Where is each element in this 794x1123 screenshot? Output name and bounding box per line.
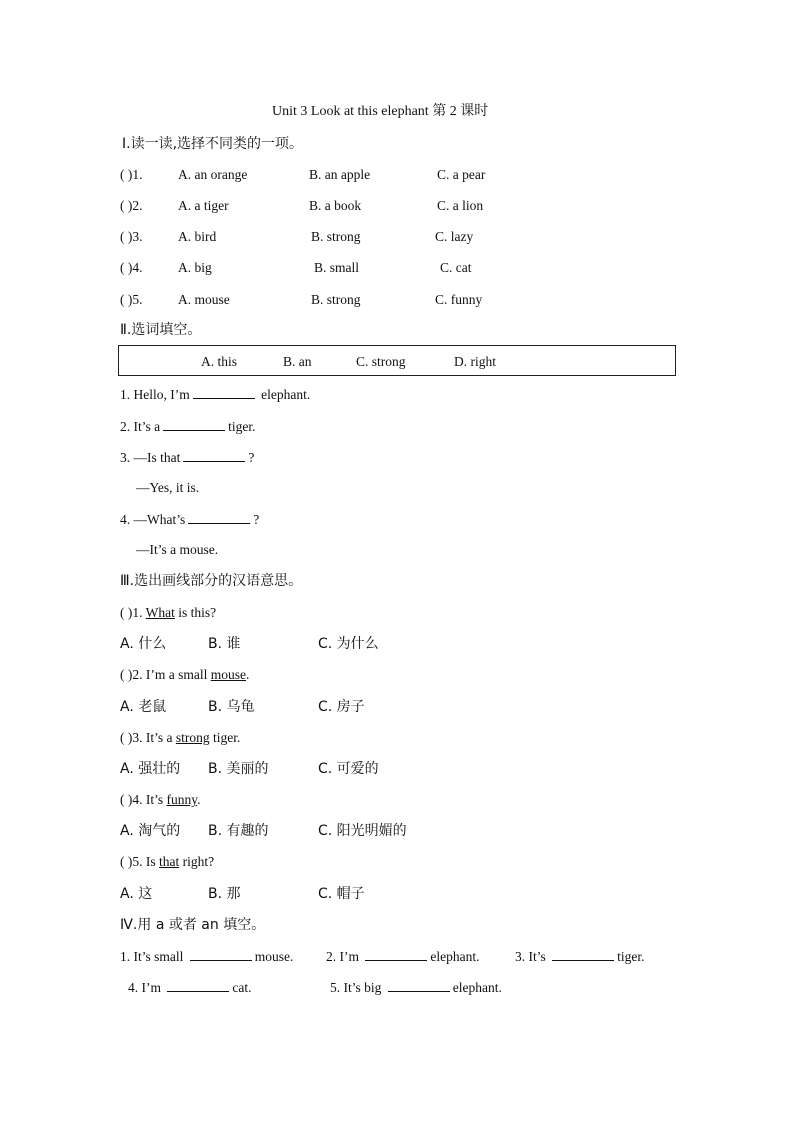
question-text: right? bbox=[179, 854, 215, 869]
part3-question-2 bbox=[120, 665, 249, 685]
choice-b: B. 乌龟 bbox=[208, 699, 255, 715]
option-b: B. a book bbox=[309, 198, 362, 213]
item-number: ( )3. bbox=[120, 229, 143, 244]
word-bank-box bbox=[118, 345, 676, 376]
part2-question-1 bbox=[120, 384, 310, 405]
question-text: ( )1. bbox=[120, 605, 146, 620]
choice-a: A. 老鼠 bbox=[120, 699, 167, 715]
part2-question-2 bbox=[120, 416, 256, 437]
option-c: C. funny bbox=[435, 292, 483, 307]
underlined-word: that bbox=[159, 854, 180, 869]
question-text: tiger. bbox=[228, 419, 256, 434]
question-text: ( )2. I’m a small bbox=[120, 667, 211, 682]
underlined-word: strong bbox=[175, 730, 210, 745]
part3-question-4 bbox=[120, 790, 201, 810]
choice-b: B. 美丽的 bbox=[208, 761, 269, 777]
question-text: 4. —What’s bbox=[120, 512, 186, 527]
question-text: 1. It’s small bbox=[120, 949, 184, 964]
question-text: ( )5. Is bbox=[120, 854, 159, 869]
answer-blank[interactable] bbox=[365, 946, 427, 961]
option-c: C. cat bbox=[440, 260, 472, 275]
part2-answer-3: —Yes, it is. bbox=[136, 480, 200, 495]
item-number: ( )2. bbox=[120, 198, 143, 213]
question-text: 2. It’s a bbox=[120, 419, 161, 434]
answer-blank[interactable] bbox=[167, 977, 229, 992]
question-text: elephant. bbox=[261, 387, 311, 402]
option-a: A. mouse bbox=[178, 292, 230, 307]
question-text: . bbox=[245, 667, 250, 682]
question-text: ? bbox=[248, 450, 255, 465]
question-text: 3. —Is that bbox=[120, 450, 181, 465]
section-3-heading: Ⅲ.选出画线部分的汉语意思。 bbox=[120, 573, 303, 589]
answer-blank[interactable] bbox=[163, 416, 225, 431]
question-text: . bbox=[197, 792, 201, 807]
option-a: A. big bbox=[178, 260, 212, 275]
option-a: A. bird bbox=[178, 229, 217, 244]
choice-a: A. 强壮的 bbox=[120, 761, 181, 777]
option-c: C. lazy bbox=[435, 229, 474, 244]
option-c: C. a lion bbox=[437, 198, 484, 213]
choice-a: A. 什么 bbox=[120, 636, 167, 652]
choice-c: C. 为什么 bbox=[318, 636, 379, 652]
answer-blank[interactable] bbox=[193, 384, 255, 399]
section-4-heading: Ⅳ.用 a 或者 an 填空。 bbox=[120, 917, 266, 933]
choice-c: C. 房子 bbox=[318, 699, 365, 715]
question-text: ? bbox=[253, 512, 260, 527]
answer-blank[interactable] bbox=[190, 946, 252, 961]
option-b: B. an apple bbox=[309, 167, 371, 182]
section-1-heading: Ⅰ.读一读,选择不同类的一项。 bbox=[122, 136, 304, 152]
choice-b: B. 谁 bbox=[208, 636, 241, 652]
question-text: 2. I’m bbox=[326, 949, 359, 964]
part3-question-5 bbox=[120, 852, 214, 872]
choice-b: B. 有趣的 bbox=[208, 823, 269, 839]
question-text: is this? bbox=[174, 605, 217, 620]
answer-blank[interactable] bbox=[388, 977, 450, 992]
question-text: 4. I’m bbox=[128, 980, 161, 995]
part3-question-1 bbox=[120, 603, 216, 623]
word-bank-option: A. this bbox=[201, 354, 238, 369]
answer-blank[interactable] bbox=[552, 946, 614, 961]
section-2-heading: Ⅱ.选词填空。 bbox=[120, 322, 202, 338]
part3-question-3 bbox=[120, 728, 240, 748]
underlined-word: mouse bbox=[210, 667, 246, 682]
part4-question-3 bbox=[515, 946, 645, 967]
page-title: Unit 3 Look at this elephant 第 2 课时 bbox=[272, 104, 489, 119]
word-bank-option: D. right bbox=[454, 354, 496, 369]
underlined-word: What bbox=[145, 605, 175, 620]
question-text: ( )4. It’s bbox=[120, 792, 167, 807]
choice-c: C. 阳光明媚的 bbox=[318, 823, 407, 839]
item-number: ( )5. bbox=[120, 292, 143, 307]
answer-blank[interactable] bbox=[188, 509, 250, 524]
question-text: 3. It’s bbox=[515, 949, 546, 964]
part2-question-4 bbox=[120, 509, 259, 530]
choice-c: C. 帽子 bbox=[318, 886, 365, 902]
option-a: A. an orange bbox=[178, 167, 248, 182]
part2-question-3 bbox=[120, 447, 254, 468]
choice-c: C. 可爱的 bbox=[318, 761, 379, 777]
part4-question-1 bbox=[120, 946, 293, 967]
option-c: C. a pear bbox=[437, 167, 486, 182]
item-number: ( )4. bbox=[120, 260, 143, 275]
item-number: ( )1. bbox=[120, 167, 143, 182]
question-text: 1. Hello, I’m bbox=[120, 387, 190, 402]
question-text: elephant. bbox=[430, 949, 480, 964]
choice-a: A. 这 bbox=[120, 886, 153, 902]
word-bank-option: C. strong bbox=[356, 354, 406, 369]
choice-b: B. 那 bbox=[208, 886, 241, 902]
option-b: B. small bbox=[314, 260, 360, 275]
option-a: A. a tiger bbox=[178, 198, 229, 213]
option-b: B. strong bbox=[311, 292, 361, 307]
part2-answer-4: —It’s a mouse. bbox=[136, 542, 219, 557]
option-b: B. strong bbox=[311, 229, 361, 244]
question-text: tiger. bbox=[617, 949, 645, 964]
question-text: mouse. bbox=[254, 949, 294, 964]
question-text: tiger. bbox=[209, 730, 241, 745]
part4-question-4 bbox=[128, 977, 252, 998]
question-text: 5. It’s big bbox=[330, 980, 382, 995]
word-bank-option: B. an bbox=[283, 354, 312, 369]
part4-question-2 bbox=[326, 946, 479, 967]
choice-a: A. 淘气的 bbox=[120, 823, 181, 839]
question-text: elephant. bbox=[452, 980, 502, 995]
question-text: ( )3. It’s a bbox=[120, 730, 176, 745]
answer-blank[interactable] bbox=[183, 447, 245, 462]
part4-question-5 bbox=[330, 977, 502, 998]
underlined-word: funny bbox=[166, 792, 198, 807]
question-text: cat. bbox=[232, 980, 252, 995]
